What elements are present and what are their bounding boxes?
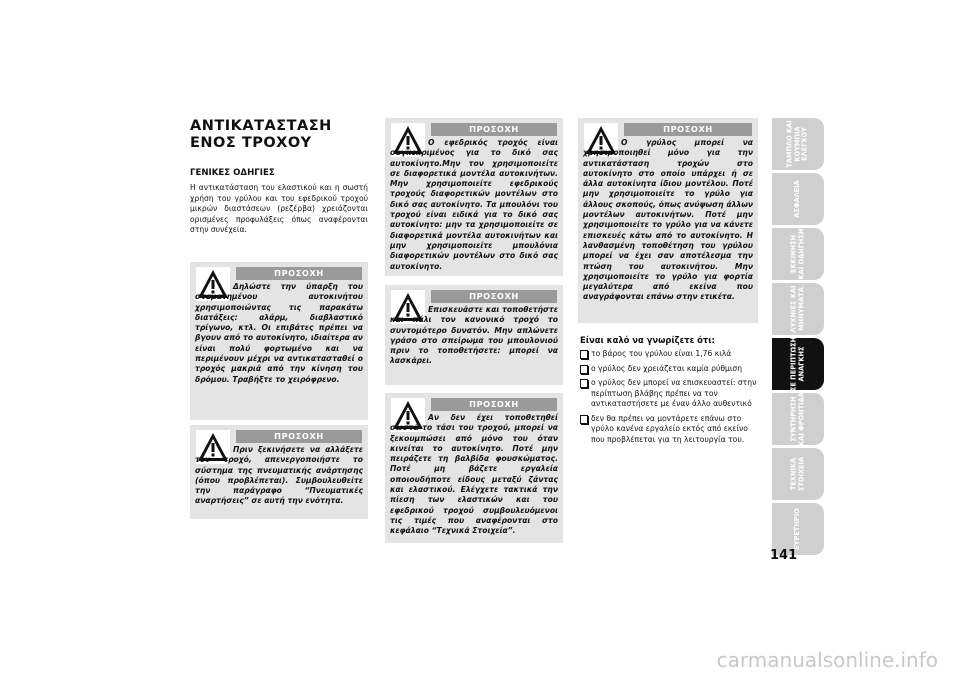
section-subtitle: ΓΕΝΙΚΕΣ ΟΔΗΓΙΕΣ [190, 168, 275, 178]
section-title [190, 118, 332, 152]
warning-text: Δηλώστε την ύπαρξη του σταματημένου αυτοκινήτου χρησιμοποιώντας τις παρακάτω διατάξεις: αλάρμ, διαβλαστικό τρίγωνο, κτλ. Οι επιβάτες πρέπει να βγουν από το αυτοκίνητο, ιδιαίτερα αν είναι πολύ φορτωμένο και να περιμένουν μέχρι να αντικατασταθεί ο τροχός μακριά από την κίνηση του δρόμου. Τραβήξτε το χειρόφρενο. [195, 282, 363, 384]
tab-technical-specs[interactable]: ΤΕΧΝΙΚΑ ΣΤΟΙΧΕΙΑ [772, 448, 824, 500]
warning-heading: ΠΡΟΣΟΧΗ [431, 290, 557, 303]
checkbox-bullet-icon [580, 350, 588, 359]
tab-dashboard[interactable]: ΤΑΜΠΛΟ ΚΑΙ ΚΟΥΜΠΙΑ ΕΛΕΓΧΟΥ [772, 118, 824, 170]
warning-box-6 [578, 118, 758, 323]
warning-heading: ΠΡΟΣΟΧΗ [431, 398, 557, 411]
warning-text: Ο γρύλος μπορεί να χρησιμοποιηθεί μόνο για την αντικατάσταση τροχών στο αυτοκίνητο στο οποίο υπάρχει ή σε άλλα αυτοκίνητα ίδιου μοντέλου. Ποτέ μην χρησιμοποιείτε το γρύλο για άλλους σκοπούς, όπως ανύψωση άλλων μοντέλων αυτοκινήτων. Ποτέ μην χρησιμοποιείτε το γρύλο για να κάνετε επισκευές κάτω από το αυτοκίνητο. Η λανθασμένη τοποθέτηση του γρύλου μπορεί να έχει σαν αποτέλεσμα την πτώση του αυτοκινήτου. Μην χρησιμοποιείτε το γρύλο για φορτία μεγαλύτερα από εκείνα που αναγράφονται επάνω στην ετικέτα. [583, 138, 753, 302]
checkbox-bullet-icon [580, 365, 588, 374]
tab-warning-lights[interactable]: ΛΥΧΝΙΕΣ ΚΑΙ ΜΗΝΥΜΑΤΑ [772, 283, 824, 335]
list-item: ο γρύλος δεν χρειάζεται καμία ρύθμιση [580, 364, 758, 375]
title-line-2: ΕΝΟΣ ΤΡΟΧΟΥ [190, 135, 312, 151]
tab-safety[interactable]: ΑΣΦΑΛΕΙΑ [772, 173, 824, 225]
warning-box-3 [385, 118, 563, 276]
good-to-know-list [580, 349, 758, 449]
tab-emergency[interactable]: ΣΕ ΠΕΡΙΠΤΩΣΗ ΑΝΑΓΚΗΣ [772, 338, 824, 390]
warning-box-5 [385, 393, 563, 543]
watermark: carmanualsonline.info [716, 648, 938, 672]
warning-heading: ΠΡΟΣΟΧΗ [624, 123, 752, 136]
warning-heading: ΠΡΟΣΟΧΗ [236, 430, 362, 443]
list-item: ο γρύλος δεν μπορεί να επισκευαστεί: στην περίπτωση βλάβης πρέπει να τον αντικαταστήσετε με έναν άλλο αυθεντικό [580, 378, 758, 410]
checkbox-bullet-icon [580, 379, 588, 388]
tab-maintenance[interactable]: ΣΥΝΤΗΡΗΣΗ ΚΑΙ ΦΡΟΝΤΙΔΑ [772, 393, 824, 445]
warning-box-4 [385, 285, 563, 385]
warning-text: Ο εφεδρικός τροχός είναι συγκεκριμένος για το δικό σας αυτοκίνητο.Μην τον χρησιμοποιείτε σε διαφορετικά μοντέλα αυτοκινήτων. Μην χρησιμοποιείτε εφεδρικούς τροχούς διαφορετικών μοντέλων στο δικό σας αυτοκίνητο. Τα μπουλόνι του τροχού είναι ειδικά για το δικό σας αυτοκίνητο: μην τα χρησιμοποιείτε σε διαφορετικά μοντέλα αυτοκινήτων και μην χρησιμοποιείτε μπουλόνια διαφορετικών μοντέλων στο δικό σας αυτοκίνητο. [390, 138, 558, 271]
warning-text: Πριν ξεκινήσετε να αλλάξετε τον τροχό, απενεργοποιήστε το σύστημα της πνευματικής ανάρτησης (όπου προβλέπεται). Συμβουλευθείτε την παράγραφο “Πνευματικές αναρτήσεις” σε αυτή την ενότητα. [195, 445, 363, 506]
list-item: δεν θα πρέπει να μοντάρετε επάνω στο γρύλο κανένα εργαλείο εκτός από εκείνο που προβλέπεται για τη λειτουργία του. [580, 414, 758, 446]
tab-index[interactable]: ΕΥΡΕΤΗΡΙΟ [772, 503, 824, 555]
checkbox-bullet-icon [580, 415, 588, 424]
title-line-1: ΑΝΤΙΚΑΤΑΣΤΑΣΗ [190, 118, 332, 134]
warning-box-1 [190, 262, 368, 420]
warning-heading: ΠΡΟΣΟΧΗ [236, 267, 362, 280]
tab-starting-driving[interactable]: ΕΚΚΙΝΗΣΗ ΚΑΙ ΟΔΗΓΗΣΗ [772, 228, 824, 280]
warning-text: Επισκευάστε και τοποθετήστε και πάλι τον κανονικό τροχό το συντομότερο δυνατόν. Μην απλώνετε γράσο στο σπείρωμα του μπουλονιού πριν το τοποθετήσετε: μπορεί να λασκάρει. [390, 305, 558, 366]
list-item: το βάρος του γρύλου είναι 1,76 κιλά [580, 349, 758, 360]
intro-paragraph: Η αντικατάσταση του ελαστικού και η σωστή χρήση του γρύλου και του εφεδρικού τροχού μικρών διαστάσεων (ρεζέρβα) χρειάζονται ορισμένες προφυλάξεις όπως αναφέρονται στην συνέχεια. [190, 183, 368, 235]
page-number: 141 [770, 548, 798, 563]
good-to-know-title: Είναι καλό να γνωρίζετε ότι: [580, 335, 715, 345]
warning-text: Αν δεν έχει τοποθετηθεί σωστά το τάσι του τροχού, μπορεί να ξεκουμπώσει από μόνο του όταν κινείται το αυτοκίνητο. Ποτέ μην πειράζετε τη βαλβίδα φουσκώματος. Ποτέ μη βάζετε εργαλεία οποιουδήποτε είδους μεταξύ ζάντας και ελαστικού. Ελέγχετε τακτικά την πίεση των ελαστικών και του εφεδρικού τροχού συμβουλευόμενοι τις τιμές που αναφέρονται στο κεφάλαιο “Τεχνικά Στοιχεία”. [390, 413, 558, 536]
warning-box-2 [190, 425, 368, 519]
warning-heading: ΠΡΟΣΟΧΗ [431, 123, 557, 136]
